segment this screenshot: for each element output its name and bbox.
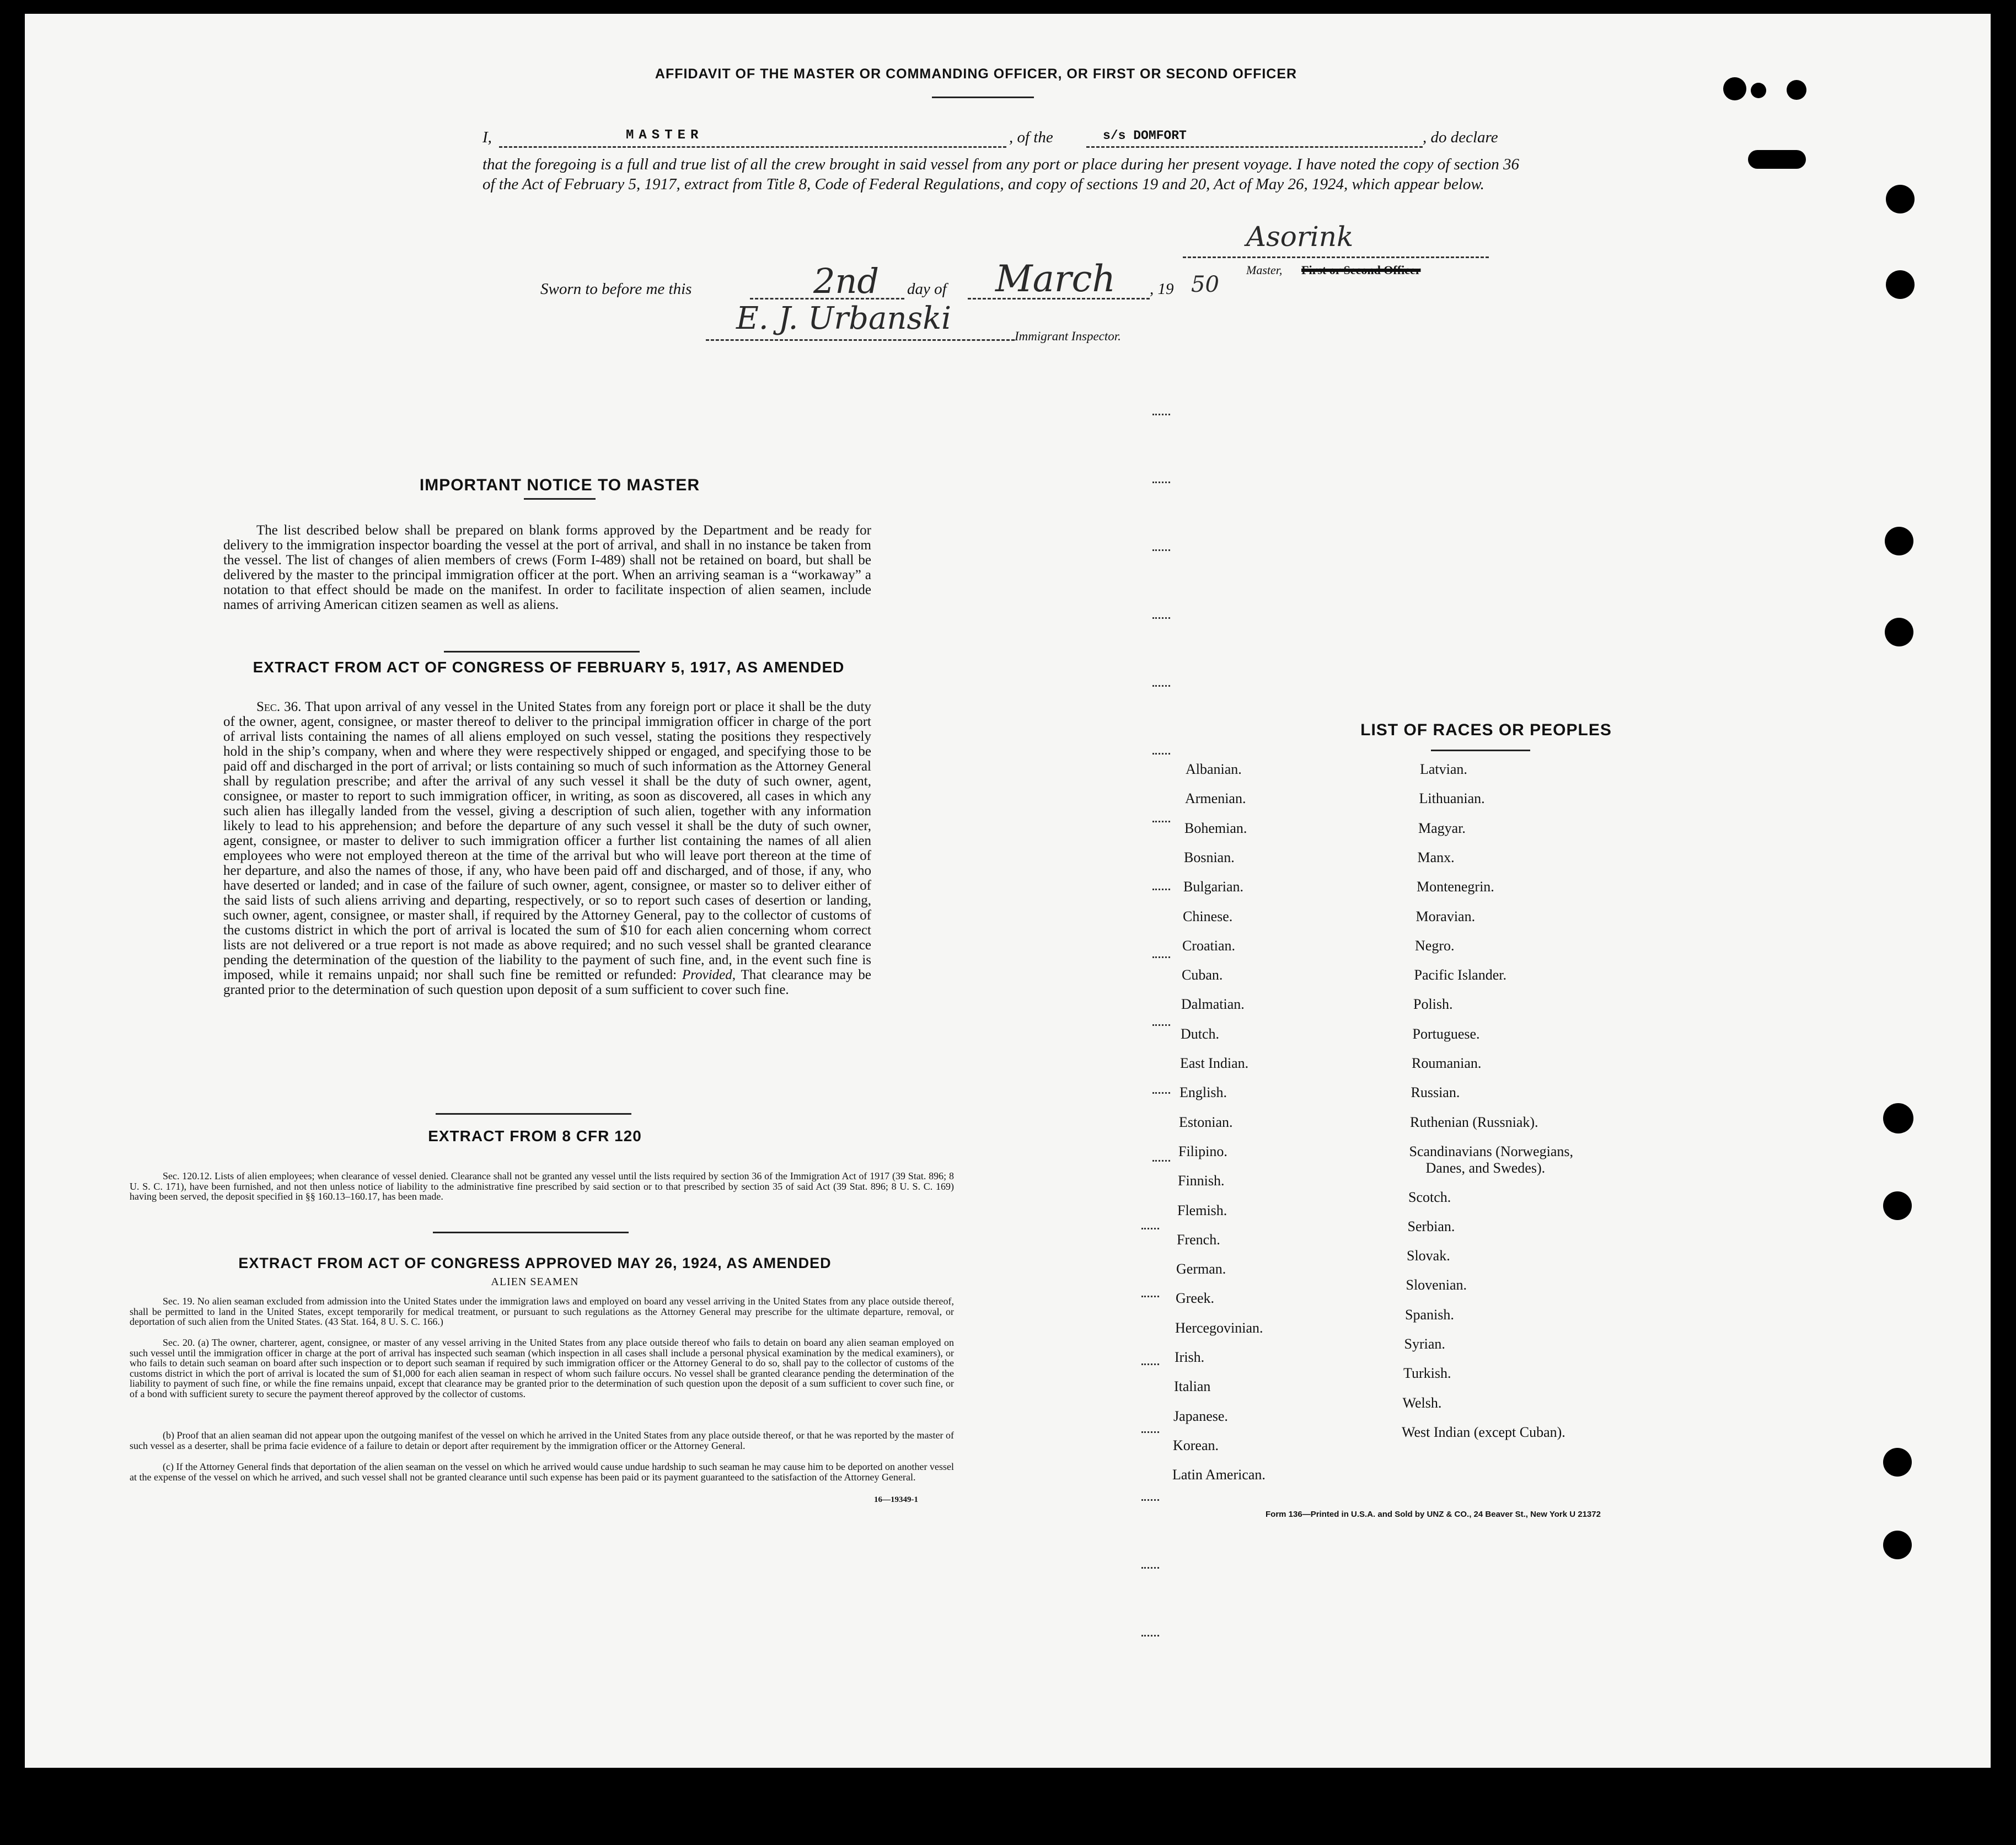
margin-mark bbox=[1141, 1635, 1159, 1637]
punch-hole bbox=[1886, 270, 1915, 299]
printer-imprint: Form 136—Printed in U.S.A. and Sold by UNZ & CO., 24 Beaver St., New York U 21372 bbox=[1266, 1510, 1601, 1519]
margin-mark bbox=[1152, 1092, 1170, 1094]
race-item: Scotch. bbox=[1408, 1189, 1451, 1205]
race-item: Russian. bbox=[1411, 1084, 1460, 1101]
extract-1924-heading: EXTRACT FROM ACT OF CONGRESS APPROVED MAY 26, 1924, AS AMENDED bbox=[238, 1255, 832, 1271]
margin-mark bbox=[1152, 685, 1170, 687]
margin-mark bbox=[1152, 956, 1170, 958]
race-item: Moravian. bbox=[1416, 908, 1476, 924]
punch-hole bbox=[1751, 83, 1766, 98]
notice-body: The list described below shall be prepared on blank forms approved by the Department and be ready for delivery to the immigration inspector boarding the vessel at the port of arrival, and shall in no instance be taken from the vessel. The list of changes of alien members of crews (Form I-489) shall not be retained on board, but shall be delivered by the master to the principal immigration officer at the port. When an arriving seaman is a “workaway” a notation to that effect should be made on the manifest. In order to facilitate inspection of alien seamen, include names of arriving American citizen seamen as well as aliens. bbox=[223, 523, 871, 612]
punch-hole bbox=[1748, 150, 1806, 169]
inspector-caption: Immigrant Inspector. bbox=[1015, 329, 1121, 343]
race-item: Estonian. bbox=[1179, 1114, 1233, 1130]
margin-mark bbox=[1141, 1296, 1159, 1297]
vessel-line bbox=[1086, 146, 1423, 148]
master-caption: Master, bbox=[1246, 263, 1283, 277]
extract-1924-subheading: ALIEN SEAMEN bbox=[491, 1276, 579, 1288]
race-item: Ruthenian (Russniak). bbox=[1410, 1114, 1538, 1130]
race-item: Flemish. bbox=[1177, 1202, 1227, 1218]
race-item: Roumanian. bbox=[1412, 1055, 1482, 1071]
race-item: Chinese. bbox=[1183, 908, 1233, 924]
race-item: Pacific Islander. bbox=[1414, 967, 1506, 983]
race-item: Syrian. bbox=[1404, 1336, 1445, 1352]
day-of-label: day of bbox=[907, 280, 947, 298]
sec-20b-body: (b) Proof that an alien seaman did not appear upon the outgoing manifest of the vessel on which he arrived in the United States from any place outside thereof, or that he was reported by the master of such vessel as a deserter, shall be prima facie evidence of a failure to detain or deport after requirement by the immigration officer or the Attorney General. bbox=[130, 1430, 954, 1451]
year-value: 50 bbox=[1191, 272, 1219, 297]
master-value: MASTER bbox=[626, 128, 704, 143]
race-item: Croatian. bbox=[1182, 937, 1236, 954]
race-item: Albanian. bbox=[1186, 761, 1242, 777]
race-item: Welsh. bbox=[1402, 1394, 1442, 1411]
master-signature-line bbox=[1183, 256, 1489, 258]
of-the-label: , of the bbox=[1009, 129, 1053, 146]
extract-1917-heading: EXTRACT FROM ACT OF CONGRESS OF FEBRUARY 5, 1917, AS AMENDED bbox=[253, 659, 845, 676]
margin-mark bbox=[1152, 1024, 1170, 1026]
race-item: West Indian (except Cuban). bbox=[1402, 1424, 1565, 1440]
margin-mark bbox=[1152, 1160, 1170, 1162]
race-item: Bulgarian. bbox=[1183, 879, 1244, 895]
margin-mark bbox=[1152, 617, 1170, 619]
punch-hole bbox=[1885, 618, 1913, 646]
sec-20a-body: Sec. 20. (a) The owner, charterer, agent, consignee, or master of any vessel arriving in the United States from any place outside thereof who fails to detain on board any alien seaman employed on such vessel until the immigration officer in charge at the port of arrival has inspected such seaman (which inspection in all cases shall include a personal physical examination by the medical examiners), or who fails to detain such seaman on board after such inspection or to deport such seaman if required by such immigration officer or the Attorney General to do so, shall pay to the collector of customs of the customs district in which the port of arrival is located the sum of $1,000 for each alien seaman in respect of whom such failure occurs. No vessel shall be granted clearance pending the determination of the liability to payment of such fine, or while the fine remains unpaid, except that clearance may be granted prior to the determination of such question upon the deposit of a sum sufficient to cover such fine, or of a bond with sufficient surety to secure the payment thereof approved by the collector of customs. bbox=[130, 1337, 954, 1399]
punch-hole bbox=[1787, 80, 1806, 100]
sec-19-body: Sec. 19. No alien seaman excluded from admission into the United States under the immigration laws and employed on board any vessel arriving in the United States from any place outside thereof, shall be permitted to land in the United States, except temporarily for medical treatment, or pursuant to such regulations as the Attorney General may prescribe for the ultimate departure, removal, or deportation of such alien from the United States. (43 Stat. 164, 8 U. S. C. 166.) bbox=[130, 1296, 954, 1328]
punch-hole bbox=[1883, 1103, 1913, 1133]
affidavit-heading: AFFIDAVIT OF THE MASTER OR COMMANDING OFFICER, OR FIRST OR SECOND OFFICER bbox=[655, 66, 1297, 82]
margin-mark bbox=[1152, 889, 1170, 890]
affidavit-heading-rule bbox=[932, 97, 1034, 98]
race-item: Finnish. bbox=[1178, 1173, 1225, 1189]
races-heading: LIST OF RACES OR PEOPLES bbox=[1360, 721, 1612, 739]
race-item: Montenegrin. bbox=[1417, 879, 1494, 895]
sec-36-text: That upon arrival of any vessel in the United States from any foreign port or place it shall be the duty of the owner, agent, consignee, or master thereof to deliver to the principal immigration officer in charge of the port of arrival lists containing the names of all aliens employed on such vessel, stating the positions they respectively hold in the ship’s company, when and where they were respectively shipped or engaged, and specifying those to be paid off and discharged in the port of arrival; or lists containing so much of such information as the Attorney General shall by regulation prescribe; and after the arrival of any such vessel it shall be the duty of such owner, agent, consignee, or master to report to such immigration officer, in writing, as soon as discovered, all cases in which any such alien has illegally landed from the vessel, giving a description of such alien, together with any information likely to lead to his apprehension; and before the departure of any such vessel it shall be the duty of such owner, agent, consignee, or master to deliver to such immigration officer a further list containing the names of all alien employees who were not employed thereon at the time of the arrival but who will leave port thereon at the time of her departure, and also the names of those, if any, who have been paid off and discharged, and of those, if any, who have deserted or landed; and in case of the failure of such owner, agent, consignee, or master so to deliver either of the said lists of such aliens arriving and departing, respectively, or so to report such cases of desertion or landing, such owner, agent, consignee, or master shall, if required by the Attorney General, pay to the collector of customs of the customs district in which the port of arrival is located the sum of $10 for each alien concerning whom correct lists are not delivered or a true report is not made as above required; and no such vessel shall be granted clearance pending the determination of the question of the liability to the payment of such fine, and, in the event such fine is imposed, while it remains unpaid; nor shall such fine be remitted or refunded: bbox=[223, 699, 871, 982]
affidavit-body: that the foregoing is a full and true list of all the crew brought in said vessel from any port or place during her present voyage. I have noted the copy of section 36 of the Act of February 5, 1917, extract from Title 8, Code of Federal Regulations, and copy of sections 19 and 20, Act of May 26, 1924, which appear below. bbox=[482, 156, 1519, 193]
race-item: Slovak. bbox=[1407, 1248, 1450, 1264]
races-heading-rule bbox=[1431, 750, 1530, 751]
margin-mark bbox=[1141, 1363, 1159, 1365]
race-item: Turkish. bbox=[1403, 1365, 1451, 1382]
inspector-signature: E. J. Urbanski bbox=[736, 301, 952, 336]
day-value: 2nd bbox=[813, 261, 880, 301]
race-item: Lithuanian. bbox=[1419, 790, 1485, 807]
race-item: Latvian. bbox=[1420, 761, 1467, 777]
extract-1917-body bbox=[223, 699, 871, 997]
race-item: Dutch. bbox=[1181, 1025, 1220, 1042]
race-item: Japanese. bbox=[1173, 1408, 1228, 1424]
form-code: 16—19349-1 bbox=[874, 1495, 918, 1504]
margin-mark bbox=[1141, 1228, 1159, 1229]
month-value: March bbox=[995, 258, 1116, 300]
margin-mark bbox=[1141, 1567, 1159, 1569]
race-item: Bohemian. bbox=[1184, 820, 1247, 836]
punch-hole bbox=[1885, 527, 1913, 555]
race-item: East Indian. bbox=[1180, 1055, 1249, 1071]
notice-heading-rule bbox=[524, 498, 596, 500]
race-item: French. bbox=[1177, 1231, 1220, 1248]
master-line bbox=[499, 146, 1006, 148]
year-prefix: , 19 bbox=[1150, 280, 1174, 298]
race-item: Slovenian. bbox=[1406, 1277, 1467, 1293]
vessel-value: s/s DOMFORT bbox=[1103, 129, 1187, 143]
struck-caption: First or Second Officer bbox=[1301, 263, 1421, 277]
affidavit-i-label: I, bbox=[482, 129, 492, 146]
master-signature: Asorink bbox=[1246, 221, 1354, 253]
race-item: Greek. bbox=[1176, 1290, 1215, 1307]
do-declare-label: , do declare bbox=[1423, 129, 1498, 146]
race-item: German. bbox=[1176, 1261, 1226, 1277]
race-item: Spanish. bbox=[1405, 1306, 1454, 1323]
margin-mark bbox=[1152, 414, 1170, 415]
race-item: Hercegovinian. bbox=[1175, 1319, 1263, 1336]
section-rule-3 bbox=[433, 1232, 629, 1233]
race-item: Latin American. bbox=[1172, 1467, 1266, 1483]
race-item: Cuban. bbox=[1182, 967, 1223, 983]
punch-hole bbox=[1883, 1448, 1912, 1477]
provided-text: That clearance may be granted prior to the determination of such question upon deposit of a sum sufficient to cover such fine. bbox=[223, 967, 871, 997]
section-rule-2 bbox=[436, 1113, 631, 1115]
inspector-line bbox=[706, 339, 1015, 341]
race-item: Portuguese. bbox=[1412, 1025, 1480, 1042]
manifest-page bbox=[25, 14, 1991, 1768]
race-item: English. bbox=[1179, 1084, 1227, 1101]
extract-cfr-heading: EXTRACT FROM 8 CFR 120 bbox=[428, 1127, 642, 1145]
margin-mark bbox=[1152, 482, 1170, 483]
race-item: Filipino. bbox=[1178, 1143, 1227, 1159]
race-item: Bosnian. bbox=[1184, 849, 1235, 865]
race-item: Italian bbox=[1174, 1378, 1211, 1395]
notice-heading: IMPORTANT NOTICE TO MASTER bbox=[419, 476, 700, 494]
race-item: Manx. bbox=[1417, 849, 1455, 865]
punch-hole bbox=[1886, 185, 1915, 213]
race-item: Magyar. bbox=[1418, 820, 1466, 836]
race-item: Scandinavians (Norwegians, Danes, and Swedes). bbox=[1409, 1143, 1573, 1176]
margin-mark bbox=[1141, 1499, 1159, 1501]
race-item: Negro. bbox=[1415, 937, 1455, 954]
extract-cfr-body: Sec. 120.12. Lists of alien employees; when clearance of vessel denied. Clearance shall not be granted any vessel until the lists required by section 36 of the Immigration Act of 1917 (39 Stat. 896; 8 U. S. C. 171), have been furnished, and not then unless notice of liability to the administrative fine prescribed by said section or to that prescribed by section 35 of said Act (39 Stat. 896; 8 U. S. C. 169) having been served, the deposit specified in §§ 160.13–160.17, has been made. bbox=[130, 1170, 954, 1202]
punch-hole bbox=[1883, 1531, 1912, 1559]
provided-label: Provided, bbox=[682, 967, 736, 982]
margin-mark bbox=[1152, 753, 1170, 755]
sec-20c-body: (c) If the Attorney General finds that deportation of the alien seaman on the vessel on which he arrived would cause undue hardship to such seaman he may cause him to be deported on another vessel at the expense of the vessel on which he arrived, and such vessel shall not be granted clearance until such expense has been paid or its payment guaranteed to the satisfaction of the Attorney General. bbox=[130, 1461, 954, 1483]
race-item: Polish. bbox=[1413, 996, 1453, 1013]
sworn-prefix: Sworn to before me this bbox=[540, 280, 692, 298]
punch-hole bbox=[1723, 77, 1746, 100]
punch-hole bbox=[1883, 1191, 1912, 1220]
margin-mark bbox=[1152, 821, 1170, 822]
race-item: Irish. bbox=[1175, 1349, 1205, 1365]
sec-36-label: Sec. 36. bbox=[256, 699, 302, 714]
race-item: Dalmatian. bbox=[1181, 996, 1245, 1013]
race-item: Armenian. bbox=[1185, 790, 1246, 807]
race-item: Serbian. bbox=[1407, 1218, 1455, 1234]
margin-mark bbox=[1141, 1431, 1159, 1433]
race-item: Korean. bbox=[1173, 1437, 1219, 1453]
section-rule-1 bbox=[444, 651, 640, 653]
margin-mark bbox=[1152, 549, 1170, 551]
